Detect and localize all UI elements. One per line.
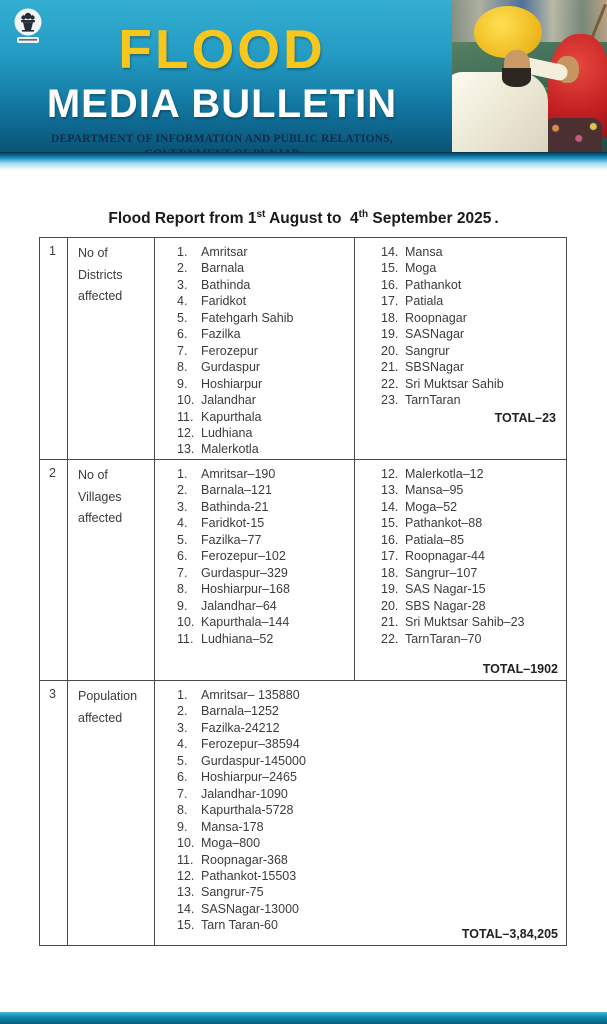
list-item-text: Sri Muktsar Sahib–23 — [405, 615, 525, 630]
list-item — [177, 466, 352, 482]
list-item — [177, 753, 564, 769]
list-item-text: Sangrur–107 — [405, 565, 478, 580]
list-item-number: 10. — [177, 393, 195, 408]
list-item-number: 9. — [177, 376, 188, 391]
list-item-text: Fazilka–77 — [201, 532, 262, 547]
list-item — [381, 499, 564, 515]
ordinal-suffix: th — [358, 209, 369, 220]
list-item-number: 5. — [177, 310, 188, 325]
list-item-text: Gurdaspur — [201, 360, 261, 375]
list-item-text: TarnTaran–70 — [405, 631, 482, 646]
row-label: No of Villages affected — [68, 460, 155, 680]
list-item — [177, 736, 564, 752]
list-item-text: Moga — [405, 261, 437, 276]
list-item-text: Pathankot — [405, 277, 462, 292]
list-cell — [155, 681, 566, 945]
list-item-number: 11. — [177, 409, 194, 424]
report-title-period: . — [494, 210, 499, 228]
list-item — [177, 310, 352, 326]
list-item-text: Pathankot–88 — [405, 516, 483, 531]
list-item — [177, 376, 352, 392]
list-item — [381, 376, 564, 392]
list-item-text: Fatehgarh Sahib — [201, 310, 294, 325]
list-item — [177, 631, 352, 647]
list-item-text: Amritsar–190 — [201, 467, 276, 481]
list-item-number: 14. — [177, 901, 195, 916]
list-item-text: Jalandhar — [201, 393, 256, 408]
list-item — [177, 884, 564, 900]
list-item — [177, 425, 352, 441]
list-item — [177, 835, 564, 851]
list-item — [381, 614, 564, 630]
list-item-text: Faridkot-15 — [201, 516, 265, 531]
report-title-part: August to 4 — [265, 210, 359, 228]
list-item — [381, 326, 564, 342]
list-item — [381, 515, 564, 531]
list-cell — [355, 460, 566, 680]
list-item-text: Amritsar– 135880 — [201, 688, 300, 702]
list-item-number: 20. — [381, 343, 399, 358]
list-item-number: 17. — [381, 294, 399, 309]
list-item — [381, 392, 564, 408]
report-title-part: Flood Report from 1 — [108, 210, 257, 228]
list-item-number: 19. — [381, 327, 399, 342]
list-item — [177, 409, 352, 425]
list-item-number: 8. — [177, 582, 188, 597]
photo-official-beard — [502, 68, 531, 87]
list-item-number: 14. — [381, 245, 399, 259]
photo-official-body — [452, 72, 548, 152]
list-item-number: 4. — [177, 294, 188, 309]
list-item — [381, 260, 564, 276]
list-item-number: 8. — [177, 803, 188, 818]
list-item-number: 11. — [177, 631, 194, 646]
list-item-number: 6. — [177, 327, 188, 342]
list-item-text: Patiala — [405, 294, 444, 309]
list-item — [381, 482, 564, 498]
list-item — [381, 359, 564, 375]
list-item — [177, 326, 352, 342]
list-item-text: Roopnagar — [405, 310, 467, 325]
list-item-number: 12. — [177, 868, 195, 883]
report-title-part: September 2025 — [368, 210, 492, 228]
list-item-number: 4. — [177, 737, 188, 752]
list-item — [177, 769, 564, 785]
list-item — [177, 703, 564, 719]
list-item — [177, 786, 564, 802]
list-cell — [155, 460, 355, 680]
list-item-text: Malerkotla–12 — [405, 467, 484, 481]
list-item — [381, 548, 564, 564]
list-item-text: Fazilka-24212 — [201, 720, 280, 735]
list-item-text: Faridkot — [201, 294, 247, 309]
list-item — [177, 720, 564, 736]
list-item-number: 9. — [177, 819, 188, 834]
list-item — [381, 598, 564, 614]
row-label: Population affected — [68, 681, 155, 945]
list-item-number: 14. — [381, 499, 399, 514]
list-item-number: 6. — [177, 549, 188, 564]
list-item — [177, 565, 352, 581]
photo-turban — [474, 6, 542, 58]
list-item — [177, 548, 352, 564]
list-item — [381, 310, 564, 326]
table-row — [40, 681, 566, 945]
flood-title: FLOOD — [118, 18, 326, 80]
list-item-number: 20. — [381, 598, 399, 613]
footer-bar — [0, 1012, 607, 1024]
list-item-text: Kapurthala — [201, 409, 262, 424]
list-item-text: Kapurthala-5728 — [201, 803, 294, 818]
list-item-number: 4. — [177, 516, 188, 531]
list-item-text: Barnala–1252 — [201, 704, 279, 719]
list-item-text: Hoshiarpur — [201, 376, 263, 391]
list-item-text: Sangrur — [405, 343, 450, 358]
list-item — [177, 499, 352, 515]
list-item-number: 15. — [381, 261, 399, 276]
list-item-number: 10. — [177, 836, 195, 851]
list-item — [177, 515, 352, 531]
list-item-text: Ferozepur–102 — [201, 549, 286, 564]
list-item — [381, 466, 564, 482]
list-item — [177, 901, 564, 917]
list-item — [177, 277, 352, 293]
total-label: TOTAL–23 — [494, 410, 556, 425]
list-item — [177, 532, 352, 548]
header-photo — [452, 0, 607, 152]
list-item-text: Bathinda — [201, 277, 251, 292]
list-item-text: Fazilka — [201, 327, 241, 342]
total-label: TOTAL–1902 — [482, 661, 558, 676]
list-item-number: 5. — [177, 532, 188, 547]
row-number: 1 — [40, 238, 68, 459]
list-item-number: 2. — [177, 261, 188, 276]
list-item — [177, 441, 352, 457]
list-item-text: Amritsar — [201, 245, 248, 259]
list-item-text: Barnala–121 — [201, 483, 272, 498]
list-item-text: TarnTaran — [405, 393, 461, 408]
list-item — [177, 244, 352, 260]
department-line: DEPARTMENT OF INFORMATION AND PUBLIC RELATIONS, — [51, 133, 393, 145]
list-item-number: 7. — [177, 343, 188, 358]
list-item-text: Jalandhar–64 — [201, 598, 277, 613]
list-item-text: SASNagar-13000 — [201, 901, 299, 916]
list-item-number: 9. — [177, 598, 188, 613]
list-item-number: 16. — [381, 532, 399, 547]
list-item-text: Gurdaspur-145000 — [201, 753, 306, 768]
list-item-number: 18. — [381, 565, 399, 580]
list-item-text: Mansa — [405, 245, 443, 259]
list-item-number: 2. — [177, 704, 188, 719]
row-number: 3 — [40, 681, 68, 945]
list-item — [177, 852, 564, 868]
list-item-text: SBS Nagar-28 — [405, 598, 486, 613]
list-item — [177, 598, 352, 614]
list-item-text: Moga–52 — [405, 499, 458, 514]
list-item-number: 23. — [381, 393, 399, 408]
table-row — [40, 238, 566, 460]
list-item — [381, 581, 564, 597]
list-item-number: 13. — [381, 483, 399, 498]
list-item-number: 2. — [177, 483, 188, 498]
list-item-number: 15. — [381, 516, 399, 531]
list-item-text: Ferozepur — [201, 343, 258, 358]
list-item-text: Gurdaspur–329 — [201, 565, 288, 580]
list-item-number: 8. — [177, 360, 188, 375]
list-item-number: 18. — [381, 310, 399, 325]
list-item-number: 3. — [177, 720, 188, 735]
list-item-number: 1. — [177, 245, 188, 259]
list-item-number: 10. — [177, 615, 195, 630]
list-item-text: SASNagar — [405, 327, 465, 342]
list-item-number: 19. — [381, 582, 399, 597]
list-item — [177, 343, 352, 359]
list-item-text: Sangrur-75 — [201, 885, 264, 900]
list-item-text: Roopnagar-368 — [201, 852, 288, 867]
list-item-number: 12. — [177, 425, 195, 440]
list-item — [381, 244, 564, 260]
row-number: 2 — [40, 460, 68, 680]
list-item-text: SAS Nagar-15 — [405, 582, 486, 597]
list-item — [381, 277, 564, 293]
list-item-text: Malerkotla — [201, 442, 259, 457]
header-banner — [0, 0, 607, 152]
list-item — [381, 631, 564, 647]
list-item-text: Mansa–95 — [405, 483, 464, 498]
photo-girl-dress — [544, 118, 602, 152]
ordinal-suffix: st — [256, 209, 266, 220]
list-item-number: 1. — [177, 688, 188, 702]
list-cell — [355, 238, 566, 459]
list-item-number: 17. — [381, 549, 399, 564]
list-item-text: Kapurthala–144 — [201, 615, 290, 630]
list-item — [177, 293, 352, 309]
list-item-number: 1. — [177, 467, 188, 481]
list-cell — [155, 238, 355, 459]
list-item-number: 7. — [177, 786, 188, 801]
list-item-text: Ferozepur–38594 — [201, 737, 300, 752]
list-item-number: 21. — [381, 615, 399, 630]
list-item-text: Mansa-178 — [201, 819, 264, 834]
list-item — [381, 293, 564, 309]
list-item-text: Roopnagar-44 — [405, 549, 485, 564]
list-item — [381, 532, 564, 548]
list-item-number: 13. — [177, 885, 195, 900]
list-item-number: 12. — [381, 467, 399, 481]
list-item-number: 3. — [177, 499, 188, 514]
list-item-number: 11. — [177, 852, 194, 867]
list-item — [177, 614, 352, 630]
table-row — [40, 460, 566, 681]
header-titles — [18, 8, 426, 161]
list-item-text: Pathankot-15503 — [201, 868, 297, 883]
list-item — [177, 868, 564, 884]
list-item — [177, 802, 564, 818]
bulletin-title: MEDIA BULLETIN — [46, 82, 398, 126]
list-item — [177, 581, 352, 597]
list-item-number: 22. — [381, 631, 399, 646]
list-item — [381, 343, 564, 359]
list-item-number: 21. — [381, 360, 399, 375]
list-item-number: 3. — [177, 277, 188, 292]
list-item-number: 6. — [177, 770, 188, 785]
list-item — [381, 565, 564, 581]
list-item-number: 22. — [381, 376, 399, 391]
list-item-text: SBSNagar — [405, 360, 465, 375]
list-item — [177, 260, 352, 276]
list-item — [177, 819, 564, 835]
list-item-text: Ludhiana — [201, 425, 253, 440]
row-label: No of Districts affected — [68, 238, 155, 459]
list-item — [177, 392, 352, 408]
list-item-number: 7. — [177, 565, 188, 580]
list-item-text: Ludhiana–52 — [201, 631, 274, 646]
list-item-number: 16. — [381, 277, 399, 292]
list-item-text: Moga–800 — [201, 836, 261, 851]
list-item-text: Patiala–85 — [405, 532, 465, 547]
list-item-text: Tarn Taran-60 — [201, 918, 278, 933]
report-title — [0, 209, 607, 228]
list-item — [177, 482, 352, 498]
total-label: TOTAL–3,84,205 — [461, 926, 558, 941]
list-item-text: Bathinda-21 — [201, 499, 269, 514]
report-table — [39, 237, 567, 946]
list-item — [177, 359, 352, 375]
list-item-number: 15. — [177, 918, 195, 933]
list-item-text: Barnala — [201, 261, 245, 276]
list-item-text: Hoshiarpur–168 — [201, 582, 290, 597]
list-item-text: Jalandhar-1090 — [201, 786, 288, 801]
list-item-number: 5. — [177, 753, 188, 768]
list-item — [177, 687, 564, 703]
list-item-text: Hoshiarpur–2465 — [201, 770, 297, 785]
list-item-text: Sri Muktsar Sahib — [405, 376, 504, 391]
header-fade-strip — [0, 152, 607, 170]
list-item-number: 13. — [177, 442, 195, 457]
